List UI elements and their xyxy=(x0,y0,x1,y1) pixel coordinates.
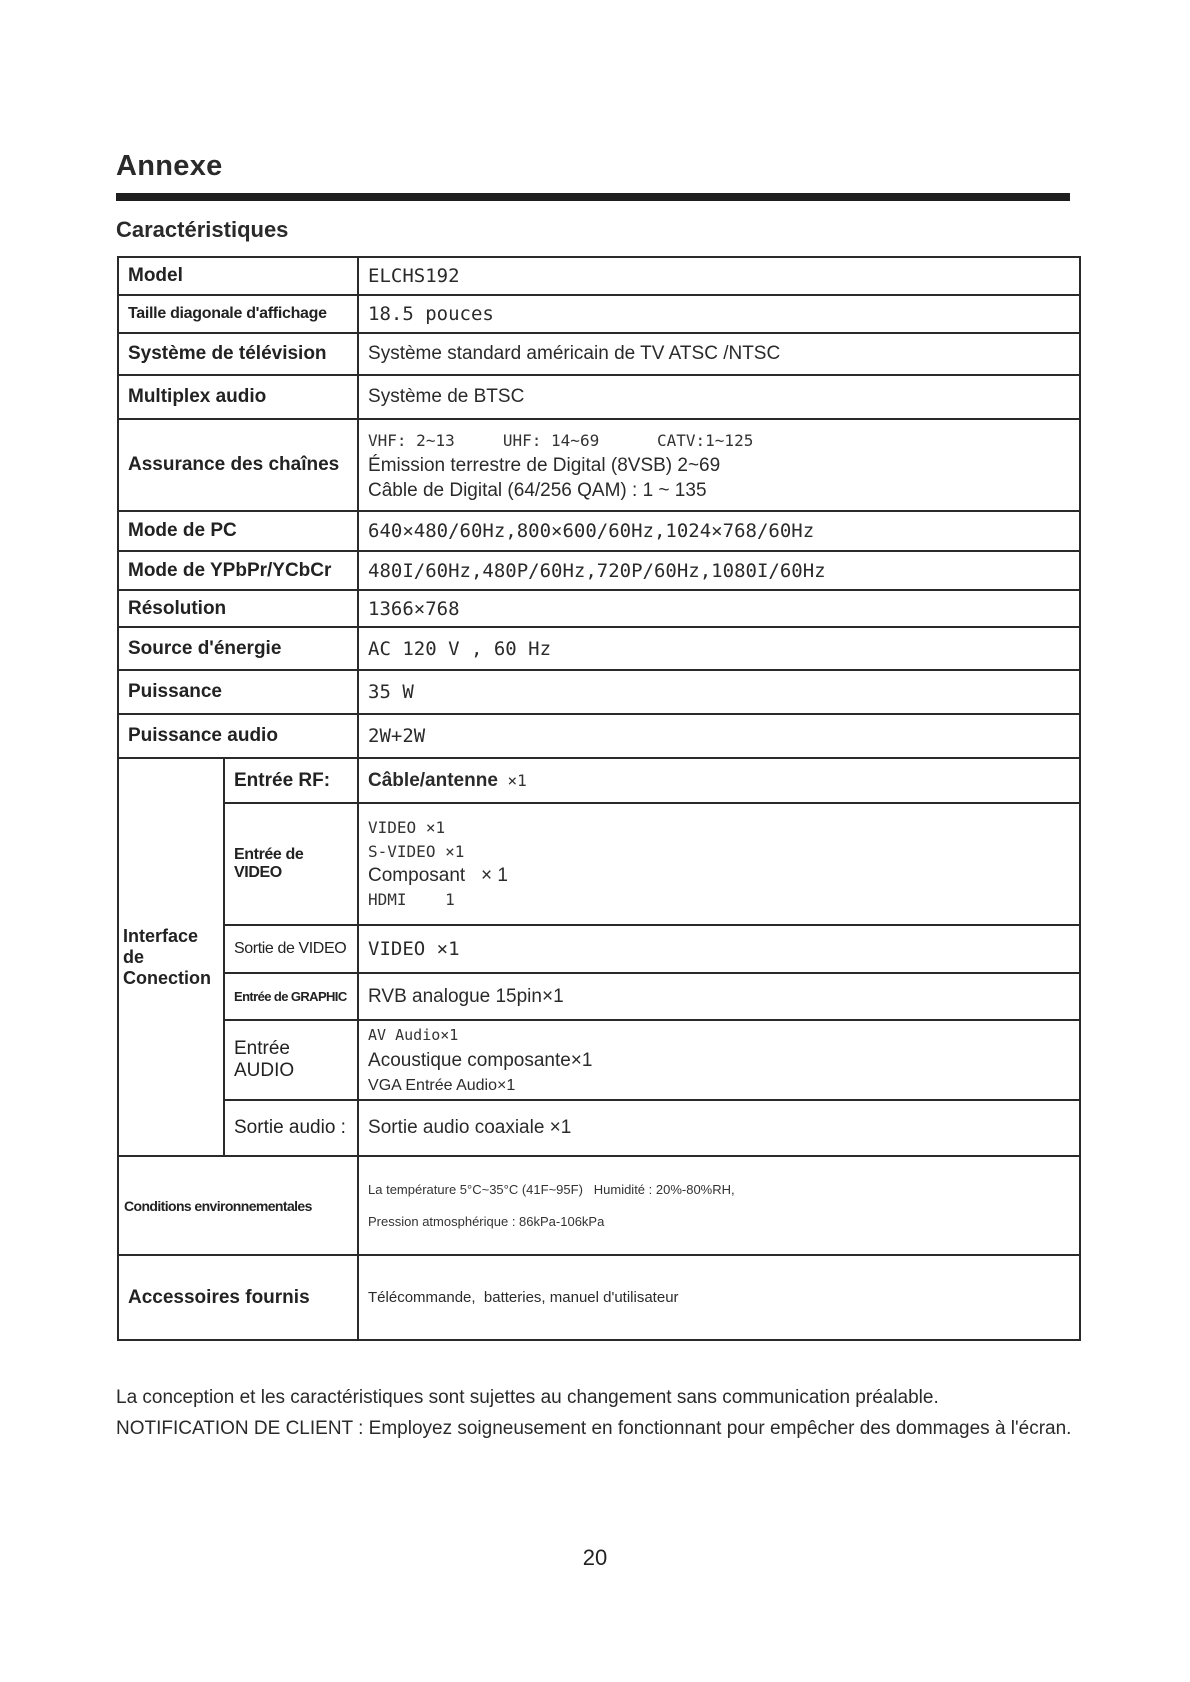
table-row xyxy=(118,551,1080,590)
table-row xyxy=(118,627,1080,670)
audio-in-line-2: Acoustique composante×1 xyxy=(368,1049,593,1071)
footnote-line-1: La conception et les caractéristiques sont sujettes au changement sans communication préalable. xyxy=(116,1387,939,1408)
rf-in-label: Entrée RF: xyxy=(224,758,358,803)
video-in-line-2: S-VIDEO ×1 xyxy=(368,842,465,861)
video-in-line-3: Composant × 1 xyxy=(368,865,508,886)
environment-line-2: Pression atmosphérique : 86kPa-106kPa xyxy=(368,1213,605,1229)
table-row xyxy=(118,1100,1080,1156)
table-row xyxy=(118,1255,1080,1340)
audio-power-value: 2W+2W xyxy=(358,714,1080,758)
video-out-label: Sortie de VIDEO xyxy=(224,925,358,973)
audio-power-label: Puissance audio xyxy=(118,714,358,758)
title-rule xyxy=(116,193,1070,201)
table-row xyxy=(118,333,1080,375)
table-row xyxy=(118,590,1080,627)
graphic-in-value: RVB analogue 15pin×1 xyxy=(358,973,1080,1020)
ypbpr-mode-value: 480I/60Hz,480P/60Hz,720P/60Hz,1080I/60Hz xyxy=(358,551,1080,590)
table-row xyxy=(118,758,1080,803)
audio-out-value: Sortie audio coaxiale ×1 xyxy=(358,1100,1080,1156)
table-row xyxy=(118,1156,1080,1255)
table-row xyxy=(118,670,1080,714)
video-in-line-1: VIDEO ×1 xyxy=(368,818,446,837)
ypbpr-mode-label: Mode de YPbPr/YCbCr xyxy=(118,551,358,590)
table-row xyxy=(118,803,1080,925)
channels-value xyxy=(358,419,1080,511)
pc-mode-label: Mode de PC xyxy=(118,511,358,551)
video-in-value xyxy=(358,803,1080,925)
environment-line-1: La température 5°C~35°C (41F~95F) Humidité : 20%-80%RH, xyxy=(368,1181,735,1197)
model-value: ELCHS192 xyxy=(358,257,1080,295)
pc-mode-value: 640×480/60Hz,800×600/60Hz,1024×768/60Hz xyxy=(358,511,1080,551)
video-in-label: Entrée de VIDEO xyxy=(224,803,358,925)
environment-label: Conditions environnementales xyxy=(118,1156,358,1255)
audio-out-label: Sortie audio : xyxy=(224,1100,358,1156)
footnote-line-2: NOTIFICATION DE CLIENT : Employez soigneusement en fonctionnant pour empêcher des dommages à l'écran. xyxy=(116,1418,1072,1439)
rf-in-quantity: ×1 xyxy=(497,770,527,790)
channels-label: Assurance des chaînes xyxy=(118,419,358,511)
table-row xyxy=(118,714,1080,758)
channels-line-2: Émission terrestre de Digital (8VSB) 2~69 xyxy=(368,454,721,476)
channels-line-1: VHF: 2~13 UHF: 14~69 CATV:1~125 xyxy=(368,430,754,450)
audio-multiplex-value: Système de BTSC xyxy=(358,375,1080,419)
table-row xyxy=(118,375,1080,419)
graphic-in-label: Entrée de GRAPHIC xyxy=(224,973,358,1020)
video-out-value: VIDEO ×1 xyxy=(358,925,1080,973)
channels-line-3: Câble de Digital (64/256 QAM) : 1 ~ 135 xyxy=(368,479,707,501)
table-row xyxy=(118,973,1080,1020)
environment-value xyxy=(358,1156,1080,1255)
power-label: Puissance xyxy=(118,670,358,714)
tv-system-label: Système de télévision xyxy=(118,333,358,375)
rf-in-value-text: Câble/antenne xyxy=(368,769,498,791)
accessories-label: Accessoires fournis xyxy=(118,1255,358,1340)
footnote xyxy=(116,1382,1076,1444)
video-in-line-4: HDMI 1 xyxy=(368,890,455,909)
interface-label: Interface de Conection xyxy=(118,758,224,1156)
table-row xyxy=(118,419,1080,511)
rf-in-value xyxy=(358,758,1080,803)
table-row xyxy=(118,295,1080,333)
resolution-value: 1366×768 xyxy=(358,590,1080,627)
accessories-value: Télécommande, batteries, manuel d'utilisateur xyxy=(358,1255,1080,1340)
audio-in-label: Entrée AUDIO xyxy=(224,1020,358,1100)
table-row xyxy=(118,1020,1080,1100)
audio-in-line-3: VGA Entrée Audio×1 xyxy=(368,1076,516,1094)
diagonal-label: Taille diagonale d'affichage xyxy=(118,295,358,333)
diagonal-value: 18.5 pouces xyxy=(358,295,1080,333)
audio-multiplex-label: Multiplex audio xyxy=(118,375,358,419)
model-label: Model xyxy=(118,257,358,295)
page-number: 20 xyxy=(582,1545,608,1570)
tv-system-value: Système standard américain de TV ATSC /NTSC xyxy=(358,333,1080,375)
audio-in-line-1: AV Audio×1 xyxy=(368,1025,459,1044)
audio-in-value xyxy=(358,1020,1080,1100)
power-source-value: AC 120 V , 60 Hz xyxy=(358,627,1080,670)
resolution-label: Résolution xyxy=(118,590,358,627)
power-source-label: Source d'énergie xyxy=(118,627,358,670)
table-row xyxy=(118,257,1080,295)
table-row xyxy=(118,511,1080,551)
page-title: Annexe xyxy=(116,150,223,182)
section-title: Caractéristiques xyxy=(116,217,289,242)
power-value: 35 W xyxy=(358,670,1080,714)
specifications-table xyxy=(117,256,1081,1341)
table-row xyxy=(118,925,1080,973)
